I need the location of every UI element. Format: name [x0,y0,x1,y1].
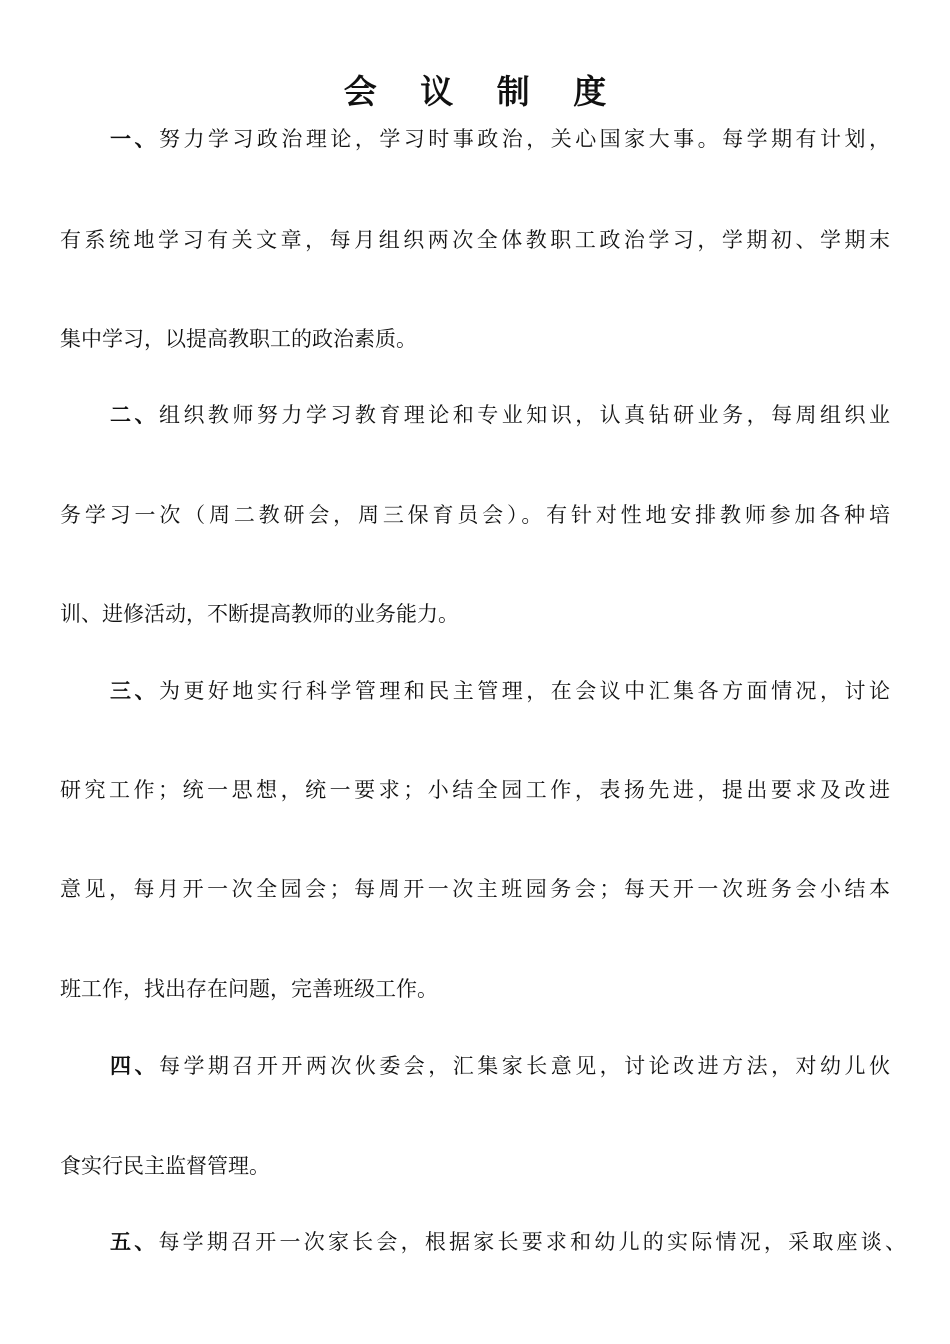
section-3-first-line [110,676,890,706]
section-1-text: 努力学习政治理论，学习时事政治，关心国家大事。每学期有计划， [158,127,890,151]
section-4-number: 四、 [110,1053,159,1078]
section-4-line-2: 食实行民主监督管理。 [60,1154,270,1178]
section-2-number: 二、 [110,402,159,427]
section-3-number: 三、 [110,678,159,703]
section-3-line-4: 班工作，找出存在问题，完善班级工作。 [60,977,438,1001]
section-3-text: 为更好地实行科学管理和民主管理，在会议中汇集各方面情况，讨论 [158,679,890,703]
section-1-line-3: 集中学习，以提高教职工的政治素质。 [60,327,417,351]
document-title: 会 议 制 度 [343,72,623,111]
section-5-first-line [110,1227,906,1257]
section-2-line-3: 训、进修活动，不断提高教师的业务能力。 [60,602,459,626]
section-3-line-3: 意见，每月开一次全园会；每周开一次主班园务会；每天开一次班务会小结本 [60,877,890,901]
section-1-first-line [110,124,890,154]
section-4-first-line [110,1051,890,1081]
section-5-number: 五、 [110,1229,159,1254]
section-1-line-2: 有系统地学习有关文章，每月组织两次全体教职工政治学习，学期初、学期末 [60,228,890,252]
section-5-text: 每学期召开一次家长会，根据家长要求和幼儿的实际情况，采取座谈、 [158,1230,906,1254]
section-2-text: 组织教师努力学习教育理论和专业知识，认真钻研业务，每周组织业 [158,403,890,427]
section-1-number: 一、 [110,126,159,151]
section-2-line-2: 务学习一次（周二教研会，周三保育员会）。有针对性地安排教师参加各种培 [60,503,890,527]
section-3-line-2: 研究工作；统一思想，统一要求；小结全园工作，表扬先进，提出要求及改进 [60,778,890,802]
section-2-first-line [110,400,890,430]
section-4-text: 每学期召开开两次伙委会，汇集家长意见，讨论改进方法，对幼儿伙 [158,1054,890,1078]
